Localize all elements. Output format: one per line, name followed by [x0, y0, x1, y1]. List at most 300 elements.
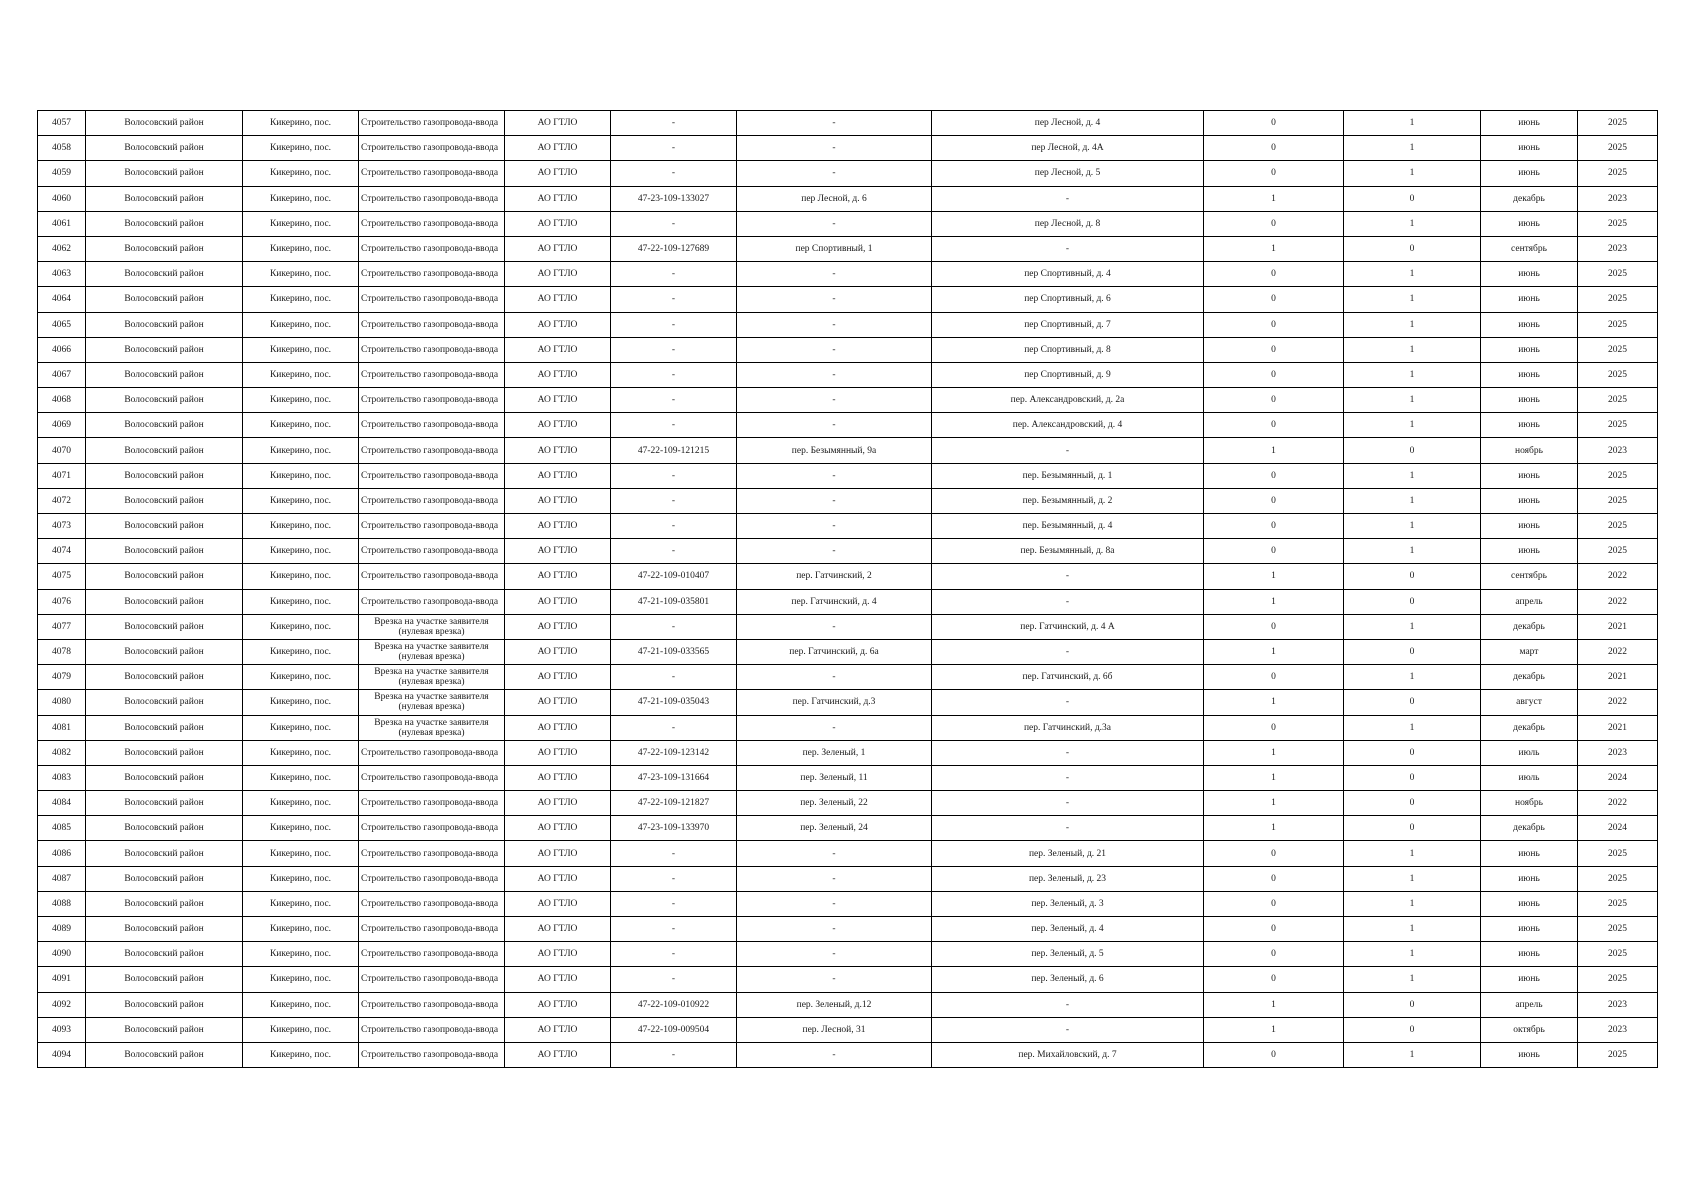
month-cell: декабрь	[1481, 186, 1578, 211]
completed-flag-cell: 0	[1204, 614, 1344, 639]
table-row	[38, 1042, 1658, 1067]
organization-cell: АО ГТЛО	[505, 841, 611, 866]
cadastral-number-cell: 47-22-109-121215	[611, 438, 737, 463]
object-address-cell: -	[737, 136, 932, 161]
year-cell: 2025	[1578, 413, 1658, 438]
planned-flag-cell: 1	[1344, 665, 1481, 690]
planned-flag-cell: 0	[1344, 791, 1481, 816]
planned-address-cell: пер. Гатчинский, д. 6б	[932, 665, 1204, 690]
organization-cell: АО ГТЛО	[505, 463, 611, 488]
work-type-cell: Строительство газопровода-ввода	[359, 463, 505, 488]
organization-cell: АО ГТЛО	[505, 312, 611, 337]
table-row	[38, 488, 1658, 513]
cadastral-number-cell: 47-21-109-033565	[611, 639, 737, 664]
object-address-cell: -	[737, 312, 932, 337]
month-cell: декабрь	[1481, 816, 1578, 841]
work-type-cell: Строительство газопровода-ввода	[359, 539, 505, 564]
work-type-cell: Строительство газопровода-ввода	[359, 337, 505, 362]
row-number-cell: 4073	[38, 514, 86, 539]
cadastral-number-cell: -	[611, 917, 737, 942]
work-type-cell: Строительство газопровода-ввода	[359, 136, 505, 161]
planned-address-cell: -	[932, 816, 1204, 841]
planned-flag-cell: 1	[1344, 262, 1481, 287]
completed-flag-cell: 1	[1204, 690, 1344, 715]
object-address-cell: пер. Безымянный, 9а	[737, 438, 932, 463]
planned-address-cell: пер Спортивный, д. 9	[932, 362, 1204, 387]
work-type-cell: Строительство газопровода-ввода	[359, 413, 505, 438]
row-number-cell: 4075	[38, 564, 86, 589]
organization-cell: АО ГТЛО	[505, 211, 611, 236]
planned-address-cell: пер Лесной, д. 5	[932, 161, 1204, 186]
object-address-cell: -	[737, 463, 932, 488]
year-cell: 2025	[1578, 362, 1658, 387]
settlement-cell: Кикерино, пос.	[243, 136, 359, 161]
cadastral-number-cell: -	[611, 665, 737, 690]
month-cell: июнь	[1481, 841, 1578, 866]
district-cell: Волосовский район	[86, 665, 243, 690]
settlement-cell: Кикерино, пос.	[243, 438, 359, 463]
year-cell: 2025	[1578, 262, 1658, 287]
month-cell: июнь	[1481, 262, 1578, 287]
planned-flag-cell: 1	[1344, 715, 1481, 740]
work-type-cell: Строительство газопровода-ввода	[359, 211, 505, 236]
object-address-cell: -	[737, 388, 932, 413]
object-address-cell: -	[737, 287, 932, 312]
planned-address-cell: пер Спортивный, д. 4	[932, 262, 1204, 287]
organization-cell: АО ГТЛО	[505, 514, 611, 539]
completed-flag-cell: 0	[1204, 665, 1344, 690]
work-type-cell: Врезка на участке заявителя (нулевая врезка)	[359, 690, 505, 715]
table-row	[38, 639, 1658, 664]
district-cell: Волосовский район	[86, 791, 243, 816]
organization-cell: АО ГТЛО	[505, 136, 611, 161]
completed-flag-cell: 0	[1204, 841, 1344, 866]
cadastral-number-cell: -	[611, 463, 737, 488]
object-address-cell: пер. Зеленый, 22	[737, 791, 932, 816]
district-cell: Волосовский район	[86, 111, 243, 136]
row-number-cell: 4076	[38, 589, 86, 614]
year-cell: 2025	[1578, 539, 1658, 564]
year-cell: 2025	[1578, 891, 1658, 916]
year-cell: 2024	[1578, 765, 1658, 790]
year-cell: 2025	[1578, 136, 1658, 161]
row-number-cell: 4070	[38, 438, 86, 463]
planned-flag-cell: 0	[1344, 816, 1481, 841]
district-cell: Волосовский район	[86, 438, 243, 463]
table-row	[38, 262, 1658, 287]
planned-address-cell: -	[932, 1017, 1204, 1042]
table-row	[38, 111, 1658, 136]
table-row	[38, 564, 1658, 589]
district-cell: Волосовский район	[86, 715, 243, 740]
organization-cell: АО ГТЛО	[505, 639, 611, 664]
object-address-cell: -	[737, 488, 932, 513]
settlement-cell: Кикерино, пос.	[243, 614, 359, 639]
month-cell: июль	[1481, 740, 1578, 765]
planned-flag-cell: 1	[1344, 111, 1481, 136]
organization-cell: АО ГТЛО	[505, 1042, 611, 1067]
completed-flag-cell: 1	[1204, 1017, 1344, 1042]
year-cell: 2025	[1578, 841, 1658, 866]
row-number-cell: 4093	[38, 1017, 86, 1042]
settlement-cell: Кикерино, пос.	[243, 463, 359, 488]
table-row	[38, 967, 1658, 992]
year-cell: 2025	[1578, 917, 1658, 942]
planned-address-cell: пер. Безымянный, д. 1	[932, 463, 1204, 488]
planned-flag-cell: 1	[1344, 362, 1481, 387]
completed-flag-cell: 0	[1204, 539, 1344, 564]
month-cell: декабрь	[1481, 715, 1578, 740]
district-cell: Волосовский район	[86, 488, 243, 513]
row-number-cell: 4081	[38, 715, 86, 740]
planned-flag-cell: 0	[1344, 690, 1481, 715]
cadastral-number-cell: 47-22-109-009504	[611, 1017, 737, 1042]
row-number-cell: 4089	[38, 917, 86, 942]
settlement-cell: Кикерино, пос.	[243, 1042, 359, 1067]
year-cell: 2025	[1578, 967, 1658, 992]
cadastral-number-cell: -	[611, 111, 737, 136]
settlement-cell: Кикерино, пос.	[243, 816, 359, 841]
table-row	[38, 539, 1658, 564]
completed-flag-cell: 0	[1204, 967, 1344, 992]
organization-cell: АО ГТЛО	[505, 262, 611, 287]
completed-flag-cell: 1	[1204, 564, 1344, 589]
district-cell: Волосовский район	[86, 463, 243, 488]
organization-cell: АО ГТЛО	[505, 866, 611, 891]
work-type-cell: Строительство газопровода-ввода	[359, 514, 505, 539]
completed-flag-cell: 1	[1204, 589, 1344, 614]
district-cell: Волосовский район	[86, 992, 243, 1017]
completed-flag-cell: 0	[1204, 413, 1344, 438]
planned-address-cell: пер. Безымянный, д. 8а	[932, 539, 1204, 564]
cadastral-number-cell: 47-22-109-123142	[611, 740, 737, 765]
district-cell: Волосовский район	[86, 740, 243, 765]
organization-cell: АО ГТЛО	[505, 564, 611, 589]
organization-cell: АО ГТЛО	[505, 690, 611, 715]
settlement-cell: Кикерино, пос.	[243, 917, 359, 942]
district-cell: Волосовский район	[86, 186, 243, 211]
planned-flag-cell: 0	[1344, 236, 1481, 261]
month-cell: июнь	[1481, 111, 1578, 136]
organization-cell: АО ГТЛО	[505, 287, 611, 312]
organization-cell: АО ГТЛО	[505, 891, 611, 916]
row-number-cell: 4074	[38, 539, 86, 564]
month-cell: июнь	[1481, 337, 1578, 362]
planned-address-cell: пер. Зеленый, д. 5	[932, 942, 1204, 967]
district-cell: Волосовский район	[86, 942, 243, 967]
row-number-cell: 4061	[38, 211, 86, 236]
object-address-cell: -	[737, 866, 932, 891]
cadastral-number-cell: -	[611, 942, 737, 967]
settlement-cell: Кикерино, пос.	[243, 539, 359, 564]
planned-address-cell: пер. Безымянный, д. 2	[932, 488, 1204, 513]
year-cell: 2022	[1578, 564, 1658, 589]
planned-address-cell: -	[932, 589, 1204, 614]
month-cell: июнь	[1481, 942, 1578, 967]
completed-flag-cell: 0	[1204, 111, 1344, 136]
year-cell: 2023	[1578, 236, 1658, 261]
completed-flag-cell: 0	[1204, 1042, 1344, 1067]
planned-address-cell: пер Лесной, д. 8	[932, 211, 1204, 236]
cadastral-number-cell: -	[611, 312, 737, 337]
table-row	[38, 614, 1658, 639]
row-number-cell: 4079	[38, 665, 86, 690]
settlement-cell: Кикерино, пос.	[243, 639, 359, 664]
completed-flag-cell: 0	[1204, 891, 1344, 916]
table-row	[38, 362, 1658, 387]
table-row	[38, 690, 1658, 715]
object-address-cell: -	[737, 262, 932, 287]
year-cell: 2022	[1578, 639, 1658, 664]
work-type-cell: Строительство газопровода-ввода	[359, 438, 505, 463]
planned-flag-cell: 1	[1344, 917, 1481, 942]
organization-cell: АО ГТЛО	[505, 765, 611, 790]
year-cell: 2021	[1578, 614, 1658, 639]
district-cell: Волосовский район	[86, 236, 243, 261]
cadastral-number-cell: -	[611, 841, 737, 866]
settlement-cell: Кикерино, пос.	[243, 514, 359, 539]
cadastral-number-cell: -	[611, 967, 737, 992]
organization-cell: АО ГТЛО	[505, 791, 611, 816]
object-address-cell: пер. Зеленый, 11	[737, 765, 932, 790]
month-cell: июнь	[1481, 312, 1578, 337]
work-type-cell: Строительство газопровода-ввода	[359, 312, 505, 337]
object-address-cell: пер. Гатчинский, д. 6а	[737, 639, 932, 664]
cadastral-number-cell: 47-21-109-035801	[611, 589, 737, 614]
table-row	[38, 866, 1658, 891]
planned-address-cell: -	[932, 236, 1204, 261]
district-cell: Волосовский район	[86, 514, 243, 539]
planned-flag-cell: 1	[1344, 841, 1481, 866]
planned-address-cell: пер Лесной, д. 4А	[932, 136, 1204, 161]
planned-address-cell: пер. Гатчинский, д.3а	[932, 715, 1204, 740]
settlement-cell: Кикерино, пос.	[243, 589, 359, 614]
object-address-cell: -	[737, 967, 932, 992]
table-row	[38, 312, 1658, 337]
district-cell: Волосовский район	[86, 1017, 243, 1042]
planned-flag-cell: 0	[1344, 589, 1481, 614]
cadastral-number-cell: 47-23-109-133027	[611, 186, 737, 211]
organization-cell: АО ГТЛО	[505, 917, 611, 942]
year-cell: 2022	[1578, 589, 1658, 614]
planned-address-cell: пер. Зеленый, д. 23	[932, 866, 1204, 891]
month-cell: июнь	[1481, 413, 1578, 438]
object-address-cell: -	[737, 111, 932, 136]
object-address-cell: -	[737, 917, 932, 942]
table-row	[38, 514, 1658, 539]
table-row	[38, 765, 1658, 790]
cadastral-number-cell: -	[611, 1042, 737, 1067]
planned-address-cell: -	[932, 690, 1204, 715]
work-type-cell: Строительство газопровода-ввода	[359, 942, 505, 967]
work-type-cell: Строительство газопровода-ввода	[359, 866, 505, 891]
month-cell: ноябрь	[1481, 438, 1578, 463]
completed-flag-cell: 0	[1204, 917, 1344, 942]
year-cell: 2025	[1578, 388, 1658, 413]
district-cell: Волосовский район	[86, 1042, 243, 1067]
year-cell: 2025	[1578, 211, 1658, 236]
completed-flag-cell: 0	[1204, 715, 1344, 740]
year-cell: 2025	[1578, 866, 1658, 891]
completed-flag-cell: 0	[1204, 312, 1344, 337]
completed-flag-cell: 1	[1204, 740, 1344, 765]
work-type-cell: Строительство газопровода-ввода	[359, 967, 505, 992]
work-type-cell: Строительство газопровода-ввода	[359, 1017, 505, 1042]
district-cell: Волосовский район	[86, 262, 243, 287]
planned-flag-cell: 1	[1344, 967, 1481, 992]
object-address-cell: -	[737, 337, 932, 362]
settlement-cell: Кикерино, пос.	[243, 1017, 359, 1042]
planned-flag-cell: 1	[1344, 287, 1481, 312]
month-cell: июнь	[1481, 161, 1578, 186]
organization-cell: АО ГТЛО	[505, 413, 611, 438]
row-number-cell: 4068	[38, 388, 86, 413]
completed-flag-cell: 1	[1204, 639, 1344, 664]
work-type-cell: Врезка на участке заявителя (нулевая врезка)	[359, 639, 505, 664]
table-row	[38, 917, 1658, 942]
district-cell: Волосовский район	[86, 413, 243, 438]
district-cell: Волосовский район	[86, 136, 243, 161]
work-type-cell: Строительство газопровода-ввода	[359, 589, 505, 614]
cadastral-number-cell: 47-22-109-121827	[611, 791, 737, 816]
month-cell: июнь	[1481, 967, 1578, 992]
planned-flag-cell: 0	[1344, 740, 1481, 765]
settlement-cell: Кикерино, пос.	[243, 161, 359, 186]
table-row	[38, 136, 1658, 161]
year-cell: 2025	[1578, 463, 1658, 488]
organization-cell: АО ГТЛО	[505, 488, 611, 513]
completed-flag-cell: 1	[1204, 791, 1344, 816]
completed-flag-cell: 1	[1204, 816, 1344, 841]
work-type-cell: Строительство газопровода-ввода	[359, 186, 505, 211]
table-row	[38, 791, 1658, 816]
district-cell: Волосовский район	[86, 765, 243, 790]
row-number-cell: 4060	[38, 186, 86, 211]
row-number-cell: 4083	[38, 765, 86, 790]
organization-cell: АО ГТЛО	[505, 992, 611, 1017]
object-address-cell: -	[737, 539, 932, 564]
completed-flag-cell: 1	[1204, 992, 1344, 1017]
settlement-cell: Кикерино, пос.	[243, 665, 359, 690]
organization-cell: АО ГТЛО	[505, 614, 611, 639]
object-address-cell: пер. Зеленый, д.12	[737, 992, 932, 1017]
settlement-cell: Кикерино, пос.	[243, 992, 359, 1017]
cadastral-number-cell: 47-23-109-133970	[611, 816, 737, 841]
planned-flag-cell: 1	[1344, 514, 1481, 539]
month-cell: сентябрь	[1481, 236, 1578, 261]
object-address-cell: пер. Гатчинский, д.3	[737, 690, 932, 715]
year-cell: 2025	[1578, 1042, 1658, 1067]
cadastral-number-cell: -	[611, 614, 737, 639]
district-cell: Волосовский район	[86, 967, 243, 992]
year-cell: 2023	[1578, 1017, 1658, 1042]
settlement-cell: Кикерино, пос.	[243, 967, 359, 992]
settlement-cell: Кикерино, пос.	[243, 866, 359, 891]
year-cell: 2025	[1578, 488, 1658, 513]
work-type-cell: Строительство газопровода-ввода	[359, 262, 505, 287]
table-row	[38, 438, 1658, 463]
object-address-cell: -	[737, 715, 932, 740]
year-cell: 2025	[1578, 161, 1658, 186]
planned-flag-cell: 1	[1344, 1042, 1481, 1067]
table-row	[38, 236, 1658, 261]
cadastral-number-cell: 47-23-109-131664	[611, 765, 737, 790]
district-cell: Волосовский район	[86, 639, 243, 664]
work-type-cell: Врезка на участке заявителя (нулевая врезка)	[359, 715, 505, 740]
organization-cell: АО ГТЛО	[505, 236, 611, 261]
row-number-cell: 4087	[38, 866, 86, 891]
settlement-cell: Кикерино, пос.	[243, 186, 359, 211]
cadastral-number-cell: -	[611, 715, 737, 740]
organization-cell: АО ГТЛО	[505, 388, 611, 413]
year-cell: 2025	[1578, 942, 1658, 967]
work-type-cell: Врезка на участке заявителя (нулевая врезка)	[359, 614, 505, 639]
work-type-cell: Строительство газопровода-ввода	[359, 765, 505, 790]
cadastral-number-cell: -	[611, 539, 737, 564]
table-body	[38, 111, 1658, 1068]
planned-flag-cell: 0	[1344, 186, 1481, 211]
planned-flag-cell: 1	[1344, 337, 1481, 362]
planned-flag-cell: 1	[1344, 942, 1481, 967]
district-cell: Волосовский район	[86, 539, 243, 564]
cadastral-number-cell: -	[611, 413, 737, 438]
table-row	[38, 841, 1658, 866]
organization-cell: АО ГТЛО	[505, 362, 611, 387]
district-cell: Волосовский район	[86, 816, 243, 841]
year-cell: 2025	[1578, 514, 1658, 539]
table-row	[38, 186, 1658, 211]
settlement-cell: Кикерино, пос.	[243, 488, 359, 513]
planned-flag-cell: 1	[1344, 211, 1481, 236]
organization-cell: АО ГТЛО	[505, 161, 611, 186]
work-type-cell: Врезка на участке заявителя (нулевая врезка)	[359, 665, 505, 690]
row-number-cell: 4094	[38, 1042, 86, 1067]
month-cell: декабрь	[1481, 614, 1578, 639]
object-address-cell: -	[737, 211, 932, 236]
table-row	[38, 463, 1658, 488]
object-address-cell: пер Лесной, д. 6	[737, 186, 932, 211]
organization-cell: АО ГТЛО	[505, 740, 611, 765]
cadastral-number-cell: -	[611, 488, 737, 513]
table-row	[38, 211, 1658, 236]
planned-address-cell: -	[932, 992, 1204, 1017]
year-cell: 2025	[1578, 111, 1658, 136]
cadastral-number-cell: -	[611, 161, 737, 186]
completed-flag-cell: 0	[1204, 337, 1344, 362]
organization-cell: АО ГТЛО	[505, 186, 611, 211]
table-row	[38, 388, 1658, 413]
district-cell: Волосовский район	[86, 388, 243, 413]
organization-cell: АО ГТЛО	[505, 111, 611, 136]
object-address-cell: -	[737, 891, 932, 916]
year-cell: 2024	[1578, 816, 1658, 841]
planned-flag-cell: 0	[1344, 639, 1481, 664]
planned-address-cell: пер. Михайловский, д. 7	[932, 1042, 1204, 1067]
cadastral-number-cell: -	[611, 211, 737, 236]
organization-cell: АО ГТЛО	[505, 438, 611, 463]
district-cell: Волосовский район	[86, 312, 243, 337]
planned-address-cell: пер. Зеленый, д. 4	[932, 917, 1204, 942]
completed-flag-cell: 0	[1204, 488, 1344, 513]
work-type-cell: Строительство газопровода-ввода	[359, 362, 505, 387]
object-address-cell: пер. Гатчинский, 2	[737, 564, 932, 589]
month-cell: июнь	[1481, 539, 1578, 564]
settlement-cell: Кикерино, пос.	[243, 564, 359, 589]
planned-flag-cell: 1	[1344, 488, 1481, 513]
planned-flag-cell: 0	[1344, 564, 1481, 589]
settlement-cell: Кикерино, пос.	[243, 111, 359, 136]
month-cell: декабрь	[1481, 665, 1578, 690]
